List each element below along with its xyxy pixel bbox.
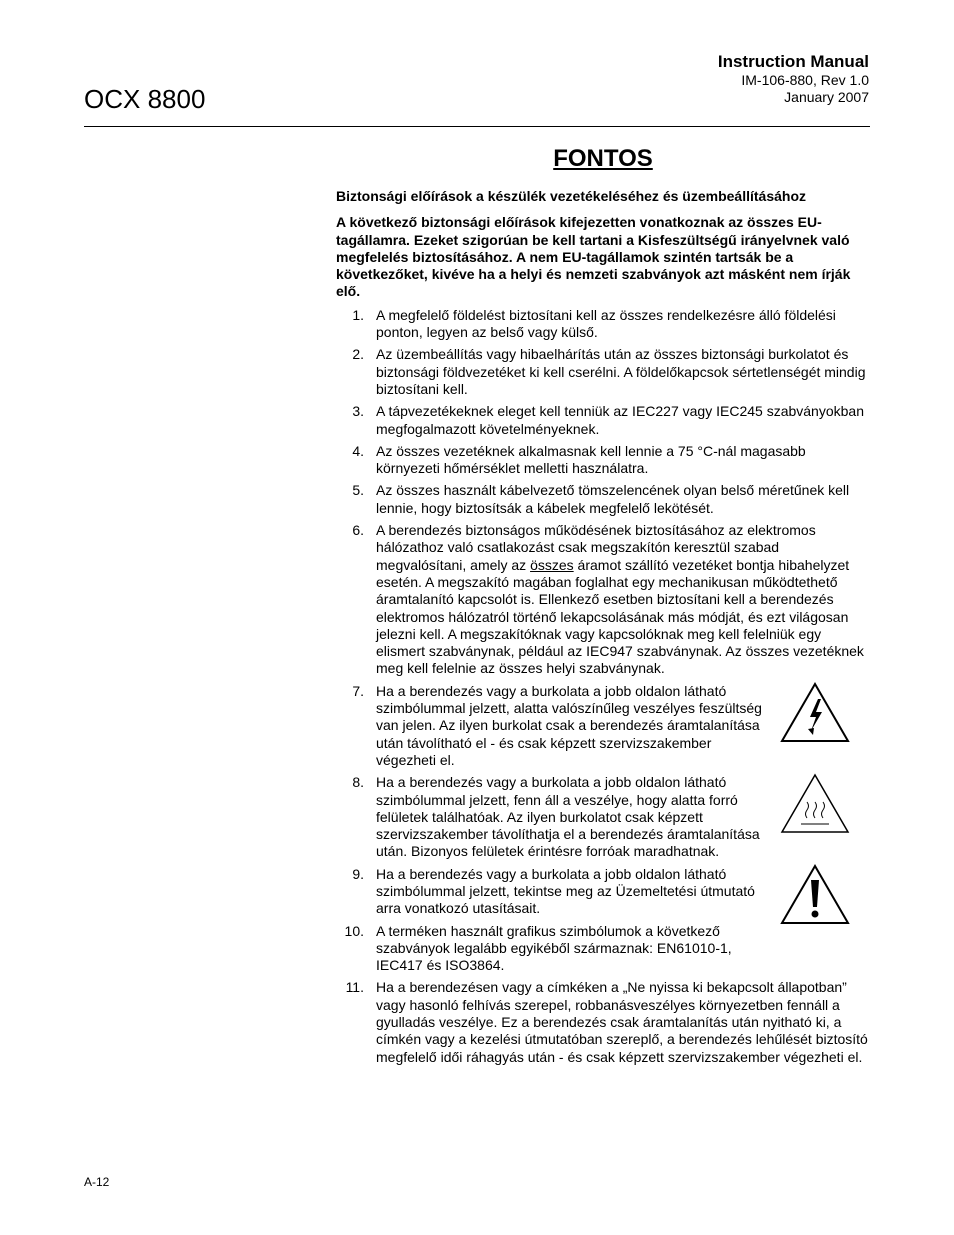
product-name: OCX 8800 [84, 84, 206, 114]
item-text: A terméken használt grafikus szimbólumok a következő szabványok legalább egyikéből származnak: EN61010-1, IEC417 és ISO3864. [376, 922, 732, 974]
hot-surface-warning-icon [780, 772, 850, 836]
list-item [336, 923, 870, 975]
list-item [336, 866, 870, 918]
doc-date: January 2007 [784, 89, 869, 105]
caution-warning-icon [780, 863, 850, 927]
item-text [376, 522, 864, 676]
item-number: 3. [352, 403, 364, 420]
doc-number: IM-106-880, Rev 1.0 [741, 72, 869, 88]
list-item [336, 683, 870, 769]
header-divider [84, 126, 870, 127]
item-text: Ha a berendezésen vagy a címkéken a „Ne nyissa ki bekapcsolt állapotban” vagy hasonló felhívás szerepel, robbanásveszélyes környezetben fennáll a gyulladás veszélye. Ez a berendezés csak áramtalanítás után nyitható ki, a címkén vagy a kezelési útmutatóban szereplő, a berendezés lehűlését biztosító megfelelő idői ráhagyás után - és csak képzett szervizszakember végezheti el. [376, 979, 868, 1065]
manual-title: Instruction Manual [717, 52, 869, 71]
item-number: 4. [352, 442, 364, 459]
item-number: 9. [352, 865, 364, 882]
item-text-underlined: összes [530, 556, 574, 573]
list-item [336, 443, 870, 478]
high-voltage-warning-icon [780, 681, 850, 745]
item-text: A tápvezetékeknek eleget kell tenniük az IEC227 vagy IEC245 szabványokban megfogalmazott követelményeknek. [376, 403, 864, 437]
item-text-part: A berendezés biztonságos működésének biztosításához az elektromos hálózathoz való csatlakozást csak megszakítón keresztül szabad megvalósítani, amely az [376, 522, 816, 573]
item-text-part: áramot szállító vezetéket bontja hibahelyzet esetén. A megszakító magában foglalhat egy mechanikusan működtethető áramtalanító kapcsolót is. Ellenkező esetben biztosítani kell a berendezés elektromos hálózatról történő lekapcsolásának más módját, és ezt világosan jelezni kell. A megszakítóknak vagy kapcsolóknak meg kell felelniük egy elismert szabványnak, például az IEC947 szabványnak. Az összes vezetéknek meg kell felelnie az összes helyi szabványnak. [376, 556, 864, 677]
item-text: Ha a berendezés vagy a burkolata a jobb oldalon látható szimbólummal jelzett, fenn áll a veszélye, hogy alatta forró felületek találhatóak. Az ilyen burkolatot csak képzett szervizszakember távolíthatja el a berendezés áramtalanítása után. Bizonyos felületek érintésre forróak maradhatnak. [376, 774, 760, 860]
item-number: 7. [352, 682, 364, 699]
list-item [336, 522, 870, 678]
item-text: Az üzembeállítás vagy hibaelhárítás után az összes biztonsági burkolatot és biztonsági földvezetéket ki kell cserélni. A földelőkapcsok sértetlenségét mindig biztosítani kell. [376, 346, 866, 397]
list-item [336, 403, 870, 438]
list-item [336, 482, 870, 517]
item-text: Ha a berendezés vagy a burkolata a jobb oldalon látható szimbólummal jelzett, alatta valószínűleg veszélyes feszültség van jelen. Az ilyen burkolat csak a berendezés áramtalanítása után távolítható el - és csak képzett szervizszakember végezheti el. [376, 682, 762, 768]
list-item [336, 346, 870, 398]
list-item [336, 979, 870, 1065]
section-subtitle: Biztonsági előírások a készülék vezetékeléséhez és üzembeállításához [336, 188, 806, 204]
list-item [336, 307, 870, 342]
item-number: 2. [352, 346, 364, 363]
item-number: 11. [345, 979, 364, 996]
item-number: 10. [344, 922, 364, 939]
list-item [336, 774, 870, 860]
item-number: 5. [352, 482, 364, 499]
item-text: Az összes használt kábelvezető tömszelencének olyan belső méretűnek kell lennie, hogy biztosítsák a kábelek megfelelő lekötését. [376, 482, 850, 516]
item-number: 8. [352, 774, 364, 791]
item-text: A megfelelő földelést biztosítani kell az összes rendelkezésre álló földelési ponton, legyen az belső vagy külső. [376, 306, 836, 341]
page-number: A-12 [84, 1175, 110, 1189]
intro-paragraph: A következő biztonsági előírások kifejezetten vonatkoznak az összes EU-tagállamra. Ezeket szigorúan be kell tartani a Kisfeszültségű irányelvnek való megfelelés biztosításához. A nem EU-tagállamok szintén tartsák be a következőket, kivéve ha a helyi és nemzeti szabványok azt másként nem írják elő. [336, 214, 851, 300]
item-text: Az összes vezetéknek alkalmasnak kell lennie a 75 °C-nál magasabb környezeti hőmérséklet melletti használatra. [376, 442, 806, 477]
item-number: 1. [352, 306, 364, 323]
item-number: 6. [352, 522, 364, 539]
header-info [718, 51, 869, 106]
page-title: FONTOS [553, 145, 653, 172]
item-text: Ha a berendezés vagy a burkolata a jobb oldalon látható szimbólummal jelzett, tekintse meg az Üzemeltetési útmutató arra vonatkozó utasításait. [376, 865, 755, 917]
main-content [336, 143, 870, 1071]
